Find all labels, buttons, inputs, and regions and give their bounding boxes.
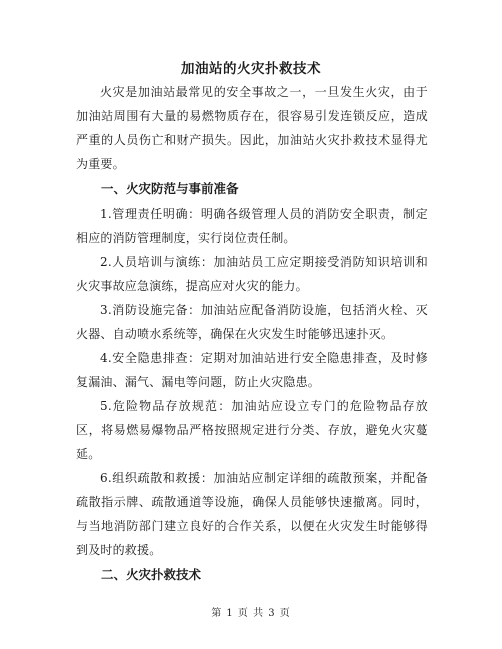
list-item: 3.消防设施完备：加油站应配备消防设施，包括消火栓、灭火器、自动喷水系统等，确保在火灾发生时能够迅速扑灭。 (76, 303, 428, 341)
list-item: 5.危险物品存放规范：加油站应设立专门的危险物品存放区，将易燃易爆物品严格按照规定进行分类、存放，避免火灾蔓延。 (76, 399, 428, 461)
list-item: 4.安全隐患排查：定期对加油站进行安全隐患排查，及时修复漏油、漏气、漏电等问题，防止火灾隐患。 (76, 351, 428, 389)
intro-paragraph: 火灾是加油站最常见的安全事故之一，一旦发生火灾，由于加油站周围有大量的易燃物质存在，很容易引发连锁反应，造成严重的人员伤亡和财产损失。因此，加油站火灾扑救技术显得尤为重要。 (76, 85, 428, 171)
section-heading-prevention: 一、火灾防范与事前准备 (101, 181, 239, 196)
list-item: 2.人员培训与演练：加油站员工应定期接受消防知识培训和火灾事故应急演练，提高应对火灾的能力。 (76, 255, 428, 293)
section-heading-firefighting: 二、火灾扑救技术 (101, 567, 202, 582)
document-title: 加油站的火灾扑救技术 (181, 61, 321, 77)
document-body (76, 80, 428, 588)
page-number-footer: 第 1 页 共 3 页 (211, 608, 291, 619)
list-item: 6.组织疏散和救援：加油站应制定详细的疏散预案，并配备疏散指示牌、疏散通道等设施，确保人员能够快速撤离。同时，与当地消防部门建立良好的合作关系，以便在火灾发生时能够得到及时的救援。 (76, 471, 428, 557)
list-item: 1.管理责任明确：明确各级管理人员的消防安全职责，制定相应的消防管理制度，实行岗位责任制。 (76, 207, 428, 245)
